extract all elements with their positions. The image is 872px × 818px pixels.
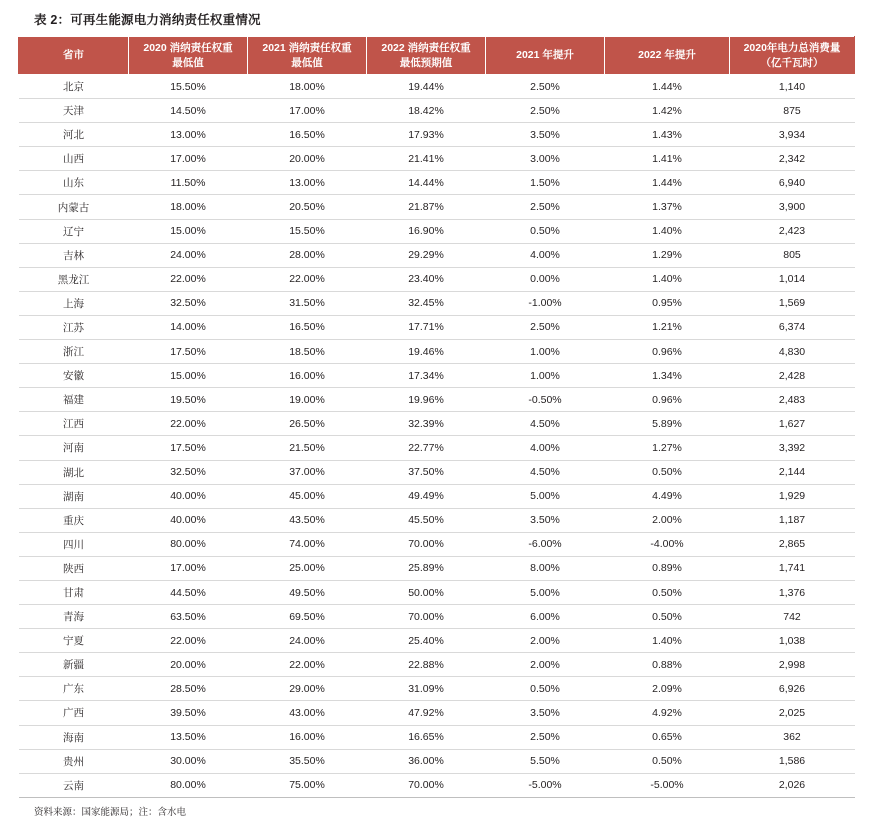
table-cell: 24.00%	[248, 629, 367, 653]
table-cell: 16.00%	[248, 725, 367, 749]
table-cell: 70.00%	[367, 532, 486, 556]
table-cell: 47.92%	[367, 701, 486, 725]
table-cell: 13.00%	[248, 171, 367, 195]
table-row	[19, 123, 855, 147]
table-cell: 26.50%	[248, 412, 367, 436]
table-cell: 3.50%	[486, 701, 605, 725]
cell-province: 宁夏	[19, 629, 129, 653]
table-cell: 74.00%	[248, 532, 367, 556]
table-cell: 2,423	[730, 219, 855, 243]
table-cell: 2.50%	[486, 75, 605, 99]
table-cell: 14.00%	[129, 315, 248, 339]
table-cell: 1.40%	[605, 629, 730, 653]
table-cell: -0.50%	[486, 388, 605, 412]
cell-province: 江苏	[19, 315, 129, 339]
table-cell: 15.50%	[248, 219, 367, 243]
table-cell: 2.50%	[486, 315, 605, 339]
table-cell: 1.40%	[605, 267, 730, 291]
table-cell: 18.42%	[367, 99, 486, 123]
table-row	[19, 243, 855, 267]
table-cell: 14.50%	[129, 99, 248, 123]
table-cell: 3,900	[730, 195, 855, 219]
cell-province: 内蒙古	[19, 195, 129, 219]
cell-province: 甘肃	[19, 580, 129, 604]
table-cell: 25.89%	[367, 556, 486, 580]
table-cell: 4.50%	[486, 412, 605, 436]
column-header-2021-min: 2021 消纳责任权重 最低值	[248, 37, 367, 75]
source-note: 资料来源：国家能源局；注：含水电	[34, 806, 187, 818]
table-cell: 1.41%	[605, 147, 730, 171]
table-row	[19, 340, 855, 364]
table-cell: 0.50%	[486, 219, 605, 243]
table-cell: 0.65%	[605, 725, 730, 749]
table-cell: 1.27%	[605, 436, 730, 460]
table-header	[19, 37, 855, 75]
cell-province: 云南	[19, 773, 129, 797]
table-row	[19, 267, 855, 291]
table-cell: 17.00%	[129, 556, 248, 580]
table-cell: 2,342	[730, 147, 855, 171]
table-cell: 25.00%	[248, 556, 367, 580]
table-cell: 0.50%	[605, 460, 730, 484]
table-cell: 2.00%	[605, 508, 730, 532]
table-row	[19, 677, 855, 701]
table-cell: 22.00%	[248, 267, 367, 291]
cell-province: 天津	[19, 99, 129, 123]
table-cell: 45.00%	[248, 484, 367, 508]
table-cell: 15.50%	[129, 75, 248, 99]
table-cell: 22.88%	[367, 653, 486, 677]
table-cell: 2,428	[730, 364, 855, 388]
cell-province: 北京	[19, 75, 129, 99]
table-cell: 31.50%	[248, 291, 367, 315]
column-header-2020-total-consumption: 2020年电力总消费量 （亿千瓦时）	[730, 37, 855, 75]
table-cell: 44.50%	[129, 580, 248, 604]
cell-province: 青海	[19, 605, 129, 629]
table-cell: 18.00%	[248, 75, 367, 99]
table-cell: 22.77%	[367, 436, 486, 460]
table-body	[19, 75, 855, 798]
table-cell: 1.50%	[486, 171, 605, 195]
table-cell: 36.00%	[367, 749, 486, 773]
table-cell: 0.50%	[486, 677, 605, 701]
table-cell: 5.50%	[486, 749, 605, 773]
cell-province: 陕西	[19, 556, 129, 580]
table-cell: 2,998	[730, 653, 855, 677]
table-cell: 0.50%	[605, 605, 730, 629]
table-cell: 63.50%	[129, 605, 248, 629]
table-cell: 24.00%	[129, 243, 248, 267]
table-header-row	[19, 37, 855, 75]
table-cell: 19.44%	[367, 75, 486, 99]
table-cell: 3.50%	[486, 508, 605, 532]
table-cell: 40.00%	[129, 508, 248, 532]
table-cell: 2,483	[730, 388, 855, 412]
table-row	[19, 388, 855, 412]
table-row	[19, 773, 855, 797]
table-cell: 70.00%	[367, 605, 486, 629]
table-cell: 0.89%	[605, 556, 730, 580]
table-cell: 1,376	[730, 580, 855, 604]
column-header-2021-increase: 2021 年提升	[486, 37, 605, 75]
table-cell: 4.00%	[486, 436, 605, 460]
table-cell: 17.71%	[367, 315, 486, 339]
table-cell: 6.00%	[486, 605, 605, 629]
cell-province: 江西	[19, 412, 129, 436]
cell-province: 重庆	[19, 508, 129, 532]
table-cell: 19.00%	[248, 388, 367, 412]
table-row	[19, 605, 855, 629]
table-row	[19, 171, 855, 195]
table-row	[19, 653, 855, 677]
table-cell: 1.43%	[605, 123, 730, 147]
table-cell: 1.21%	[605, 315, 730, 339]
table-cell: 22.00%	[129, 629, 248, 653]
table-cell: 5.00%	[486, 484, 605, 508]
table-row	[19, 629, 855, 653]
table-cell: 40.00%	[129, 484, 248, 508]
table-cell: 19.50%	[129, 388, 248, 412]
table-cell: 30.00%	[129, 749, 248, 773]
table-cell: 1.34%	[605, 364, 730, 388]
cell-province: 山西	[19, 147, 129, 171]
table-cell: 0.50%	[605, 749, 730, 773]
table-cell: 80.00%	[129, 773, 248, 797]
table-cell: 1,586	[730, 749, 855, 773]
table-row	[19, 315, 855, 339]
table-cell: 0.00%	[486, 267, 605, 291]
table-cell: 22.00%	[129, 267, 248, 291]
table-cell: 16.50%	[248, 315, 367, 339]
table-cell: 37.50%	[367, 460, 486, 484]
table-cell: 15.00%	[129, 219, 248, 243]
table-row	[19, 580, 855, 604]
table-cell: 80.00%	[129, 532, 248, 556]
table-cell: 20.00%	[129, 653, 248, 677]
cell-province: 广西	[19, 701, 129, 725]
column-header-province: 省市	[19, 37, 129, 75]
table-cell: 21.41%	[367, 147, 486, 171]
table-cell: 1,929	[730, 484, 855, 508]
table-row	[19, 195, 855, 219]
table-cell: 2.50%	[486, 725, 605, 749]
table-cell: 17.00%	[129, 147, 248, 171]
table-row	[19, 147, 855, 171]
table-row	[19, 364, 855, 388]
table-cell: 2.09%	[605, 677, 730, 701]
renewable-quota-table	[18, 36, 855, 798]
table-cell: 4.92%	[605, 701, 730, 725]
table-row	[19, 412, 855, 436]
cell-province: 黑龙江	[19, 267, 129, 291]
table-cell: 32.39%	[367, 412, 486, 436]
column-header-2022-min-expected: 2022 消纳责任权重 最低预期值	[367, 37, 486, 75]
cell-province: 四川	[19, 532, 129, 556]
table-row	[19, 725, 855, 749]
table-cell: 6,374	[730, 315, 855, 339]
table-cell: 0.88%	[605, 653, 730, 677]
table-cell: 1,187	[730, 508, 855, 532]
table-cell: 19.46%	[367, 340, 486, 364]
table-cell: 15.00%	[129, 364, 248, 388]
table-cell: 69.50%	[248, 605, 367, 629]
table-cell: 16.65%	[367, 725, 486, 749]
table-cell: 21.50%	[248, 436, 367, 460]
table-cell: -5.00%	[605, 773, 730, 797]
table-cell: 0.50%	[605, 580, 730, 604]
table-cell: 1,627	[730, 412, 855, 436]
table-cell: 13.00%	[129, 123, 248, 147]
table-cell: 1.44%	[605, 75, 730, 99]
table-cell: 32.45%	[367, 291, 486, 315]
table-cell: 18.00%	[129, 195, 248, 219]
table-cell: 362	[730, 725, 855, 749]
table-row	[19, 484, 855, 508]
table-row	[19, 749, 855, 773]
table-cell: 14.44%	[367, 171, 486, 195]
table-cell: 21.87%	[367, 195, 486, 219]
table-cell: 29.29%	[367, 243, 486, 267]
cell-province: 山东	[19, 171, 129, 195]
table-row	[19, 532, 855, 556]
cell-province: 福建	[19, 388, 129, 412]
table-cell: 20.50%	[248, 195, 367, 219]
table-cell: 29.00%	[248, 677, 367, 701]
table-cell: 22.00%	[248, 653, 367, 677]
page-title: 表 2：可再生能源电力消纳责任权重情况	[34, 13, 261, 27]
table-cell: 28.50%	[129, 677, 248, 701]
table-cell: 0.95%	[605, 291, 730, 315]
table-cell: 37.00%	[248, 460, 367, 484]
cell-province: 河北	[19, 123, 129, 147]
table-cell: 805	[730, 243, 855, 267]
table-cell: -4.00%	[605, 532, 730, 556]
table-cell: 3,934	[730, 123, 855, 147]
cell-province: 贵州	[19, 749, 129, 773]
table-cell: 1.40%	[605, 219, 730, 243]
table-cell: 1.42%	[605, 99, 730, 123]
cell-province: 浙江	[19, 340, 129, 364]
table-cell: 20.00%	[248, 147, 367, 171]
table-cell: 0.96%	[605, 340, 730, 364]
table-cell: 3.00%	[486, 147, 605, 171]
cell-province: 安徽	[19, 364, 129, 388]
table-cell: 1.00%	[486, 364, 605, 388]
table-cell: 4.49%	[605, 484, 730, 508]
table-row	[19, 291, 855, 315]
table-row	[19, 556, 855, 580]
column-header-2022-increase: 2022 年提升	[605, 37, 730, 75]
table-cell: 17.50%	[129, 436, 248, 460]
table-cell: 31.09%	[367, 677, 486, 701]
cell-province: 河南	[19, 436, 129, 460]
table-cell: 4.50%	[486, 460, 605, 484]
table-cell: 32.50%	[129, 460, 248, 484]
table-cell: 1,741	[730, 556, 855, 580]
table-cell: 2,865	[730, 532, 855, 556]
table-cell: 4.00%	[486, 243, 605, 267]
table-cell: 13.50%	[129, 725, 248, 749]
table-cell: 16.90%	[367, 219, 486, 243]
table-row	[19, 99, 855, 123]
table-cell: 6,926	[730, 677, 855, 701]
table-cell: 17.50%	[129, 340, 248, 364]
cell-province: 湖南	[19, 484, 129, 508]
table-cell: -5.00%	[486, 773, 605, 797]
table-cell: 11.50%	[129, 171, 248, 195]
table-cell: 2.50%	[486, 195, 605, 219]
table-cell: 18.50%	[248, 340, 367, 364]
table-cell: 1,038	[730, 629, 855, 653]
table-cell: 49.50%	[248, 580, 367, 604]
table-cell: 28.00%	[248, 243, 367, 267]
table-cell: 16.50%	[248, 123, 367, 147]
table-cell: 2,144	[730, 460, 855, 484]
table-cell: 5.89%	[605, 412, 730, 436]
table-row	[19, 701, 855, 725]
cell-province: 辽宁	[19, 219, 129, 243]
table-cell: -1.00%	[486, 291, 605, 315]
table-cell: 39.50%	[129, 701, 248, 725]
table-cell: 1.29%	[605, 243, 730, 267]
table-cell: 50.00%	[367, 580, 486, 604]
table-cell: 32.50%	[129, 291, 248, 315]
table-row	[19, 460, 855, 484]
table-cell: 23.40%	[367, 267, 486, 291]
table-cell: 75.00%	[248, 773, 367, 797]
table-cell: 2.00%	[486, 629, 605, 653]
table-cell: 2,025	[730, 701, 855, 725]
table-cell: 4,830	[730, 340, 855, 364]
cell-province: 新疆	[19, 653, 129, 677]
cell-province: 吉林	[19, 243, 129, 267]
table-cell: -6.00%	[486, 532, 605, 556]
table-cell: 17.34%	[367, 364, 486, 388]
table-cell: 3.50%	[486, 123, 605, 147]
table-cell: 1.44%	[605, 171, 730, 195]
table-cell: 70.00%	[367, 773, 486, 797]
table-cell: 43.50%	[248, 508, 367, 532]
table-cell: 43.00%	[248, 701, 367, 725]
table-cell: 2.50%	[486, 99, 605, 123]
table-cell: 17.93%	[367, 123, 486, 147]
table-cell: 19.96%	[367, 388, 486, 412]
table-cell: 35.50%	[248, 749, 367, 773]
table-cell: 0.96%	[605, 388, 730, 412]
cell-province: 广东	[19, 677, 129, 701]
table-cell: 3,392	[730, 436, 855, 460]
table-cell: 1.00%	[486, 340, 605, 364]
table-cell: 6,940	[730, 171, 855, 195]
table-row	[19, 75, 855, 99]
table-cell: 5.00%	[486, 580, 605, 604]
table-cell: 1,014	[730, 267, 855, 291]
table-cell: 16.00%	[248, 364, 367, 388]
table-cell: 2,026	[730, 773, 855, 797]
table-cell: 742	[730, 605, 855, 629]
cell-province: 上海	[19, 291, 129, 315]
table-cell: 2.00%	[486, 653, 605, 677]
table-cell: 25.40%	[367, 629, 486, 653]
table-cell: 1,569	[730, 291, 855, 315]
table-cell: 8.00%	[486, 556, 605, 580]
table-cell: 45.50%	[367, 508, 486, 532]
table-row	[19, 436, 855, 460]
table-row	[19, 508, 855, 532]
table-cell: 49.49%	[367, 484, 486, 508]
table-cell: 1.37%	[605, 195, 730, 219]
table-cell: 22.00%	[129, 412, 248, 436]
table-cell: 875	[730, 99, 855, 123]
table-cell: 1,140	[730, 75, 855, 99]
cell-province: 湖北	[19, 460, 129, 484]
column-header-2020-min: 2020 消纳责任权重 最低值	[129, 37, 248, 75]
table-cell: 17.00%	[248, 99, 367, 123]
table-row	[19, 219, 855, 243]
cell-province: 海南	[19, 725, 129, 749]
